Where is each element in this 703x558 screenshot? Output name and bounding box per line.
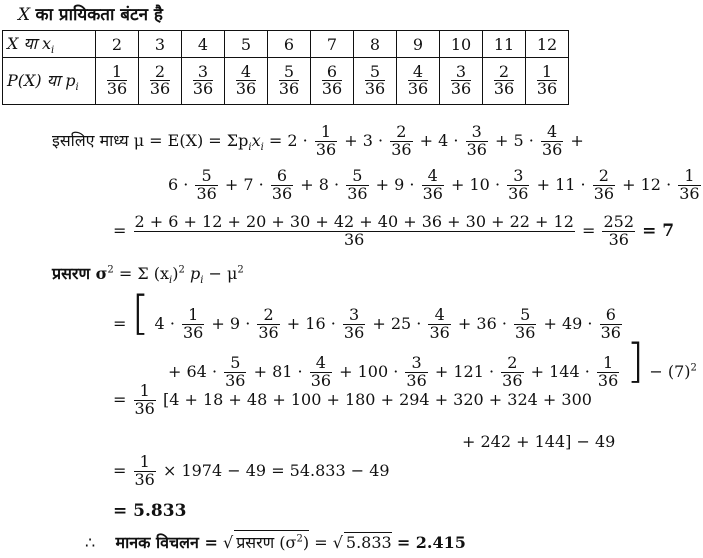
table-cell-x: 9 bbox=[397, 31, 440, 58]
mean-line-1: इसलिए माध्य $\mu = E(X) = \Sigma p_ix_i = 2$ · $\frac{1}{36}$ + 3 · $\frac{2}{36}$ + 4 · $\frac{3}{36}$ + 5 · $\frac{4}{36}$ + bbox=[52, 122, 584, 159]
variance-line-2: + 64 · $\frac{5}{36}$ + 81 · $\frac{4}{36}$ + 100 · $\frac{3}{36}$ + 121 · $\frac{2}{36}$ + 144 · $\frac{1}{36}$ ] − $(7)^2$ bbox=[168, 334, 697, 390]
mean-line-2 bbox=[168, 168, 703, 203]
variance-calc: = $\frac{1}{36}$ × 1974 − 49 = 54.833 − 49 bbox=[113, 452, 390, 489]
stddev-line: ∴ मानक विचलन = √ प्रसरण $(\sigma^2)$ = √ 5.833 = 2.415 bbox=[85, 530, 466, 553]
variance-terms-1: 4 · $\frac{1}{36}$ + 9 · $\frac{2}{36}$ + 16 · $\frac{3}{36}$ + 25 · $\frac{4}{36}$ + 36 · $\frac{5}{36}$ + 49 · $\frac{6}{36}$ bbox=[154, 305, 621, 342]
variance-final: = 5.833 bbox=[113, 501, 187, 521]
mean-terms-1: 2 · $\frac{1}{36}$ + 3 · $\frac{2}{36}$ + 4 · $\frac{3}{36}$ + 5 · $\frac{4}{36}$ + bbox=[287, 122, 584, 159]
table-row-p bbox=[3, 58, 569, 105]
variance-line-1: = [ 4 · $\frac{1}{36}$ + 9 · $\frac{2}{36}$ + 16 · $\frac{3}{36}$ + 25 · $\frac{4}{36}$ + 36 · $\frac{5}{36}$ + 49 · $\frac{6}{36}$ bbox=[113, 290, 624, 342]
table-cell-p: $\frac{1}{36}$ bbox=[96, 58, 139, 105]
variance-label: प्रसरण σ bbox=[52, 264, 108, 283]
mean-result: = 7 bbox=[642, 220, 675, 241]
table-cell-p: $\frac{2}{36}$ bbox=[139, 58, 182, 105]
table-cell-x: 3 bbox=[139, 31, 182, 58]
mean-label: इसलिए माध्य μ = E(X) = Σp bbox=[52, 130, 249, 150]
table-cell-x: 10 bbox=[440, 31, 483, 58]
mean-terms-2: 6 · $\frac{5}{36}$ + 7 · $\frac{6}{36}$ + 8 · $\frac{5}{36}$ + 9 · $\frac{4}{36}$ + 10 · $\frac{3}{36}$ + 11 · $\frac{2}{36}$ + 12 · $\frac{1}{36}$ bbox=[168, 166, 700, 203]
therefore-symbol: ∴ bbox=[85, 533, 96, 552]
variance-expansion-1: = $\frac{1}{36}$ [4 + 18 + 48 + 100 + 180 + 294 + 320 + 324 + 300 bbox=[113, 381, 592, 418]
right-bracket: ] bbox=[626, 334, 645, 388]
table-cell-p: $\frac{4}{36}$ bbox=[225, 58, 268, 105]
table-row-x bbox=[3, 31, 569, 58]
stddev-label: मानक विचलन = bbox=[115, 533, 218, 552]
sqrt-symbol: √ bbox=[222, 533, 234, 552]
table-cell-x: 8 bbox=[354, 31, 397, 58]
mean-result-fraction: $\frac{252}{36}$ bbox=[603, 212, 635, 249]
table-header-p: P(X) या $p_i$ bbox=[3, 58, 96, 105]
table-cell-x: 7 bbox=[311, 31, 354, 58]
heading-text: का प्रायिकता बंटन है bbox=[35, 5, 163, 25]
mean-sum-fraction: $\frac{2 + 6 + 12 + 20 + 30 + 42 + 40 + 36 + 30 + 22 + 12}{36}$ bbox=[134, 212, 574, 249]
heading-variable: X bbox=[18, 5, 31, 25]
table-cell-p: $\frac{6}{36}$ bbox=[311, 58, 354, 105]
table-header-x: X या $x_i$ bbox=[3, 31, 96, 58]
stddev-result: = 2.415 bbox=[396, 533, 466, 552]
variance-label-line: प्रसरण $\sigma^2 = \Sigma$ $(x_i)^2$ $p_i - \mu^2$ bbox=[52, 264, 244, 287]
table-cell-x: 11 bbox=[483, 31, 526, 58]
table-cell-x: 6 bbox=[268, 31, 311, 58]
table-cell-x: 4 bbox=[182, 31, 225, 58]
table-cell-x: 12 bbox=[526, 31, 569, 58]
table-cell-x: 5 bbox=[225, 31, 268, 58]
table-cell-x: 2 bbox=[96, 31, 139, 58]
table-cell-p: $\frac{3}{36}$ bbox=[182, 58, 225, 105]
table-cell-p: $\frac{5}{36}$ bbox=[354, 58, 397, 105]
table-cell-p: $\frac{3}{36}$ bbox=[440, 58, 483, 105]
mean-sum: = $\frac{2 + 6 + 12 + 20 + 30 + 42 + 40 + 36 + 30 + 22 + 12}{36}$ = $\frac{252}{36}$ = 7 bbox=[113, 212, 675, 249]
table-cell-p: $\frac{5}{36}$ bbox=[268, 58, 311, 105]
variance-terms-2: + 64 · $\frac{5}{36}$ + 81 · $\frac{4}{36}$ + 100 · $\frac{3}{36}$ + 121 · $\frac{2}{36}$ + 144 · $\frac{1}{36}$ bbox=[168, 353, 619, 390]
table-cell-p: $\frac{1}{36}$ bbox=[526, 58, 569, 105]
probability-distribution-table bbox=[2, 30, 569, 105]
variance-expansion-2: + 242 + 144] − 49 bbox=[462, 432, 616, 451]
heading bbox=[18, 2, 163, 25]
left-bracket: [ bbox=[131, 286, 150, 340]
table-cell-p: $\frac{4}{36}$ bbox=[397, 58, 440, 105]
table-cell-p: $\frac{2}{36}$ bbox=[483, 58, 526, 105]
